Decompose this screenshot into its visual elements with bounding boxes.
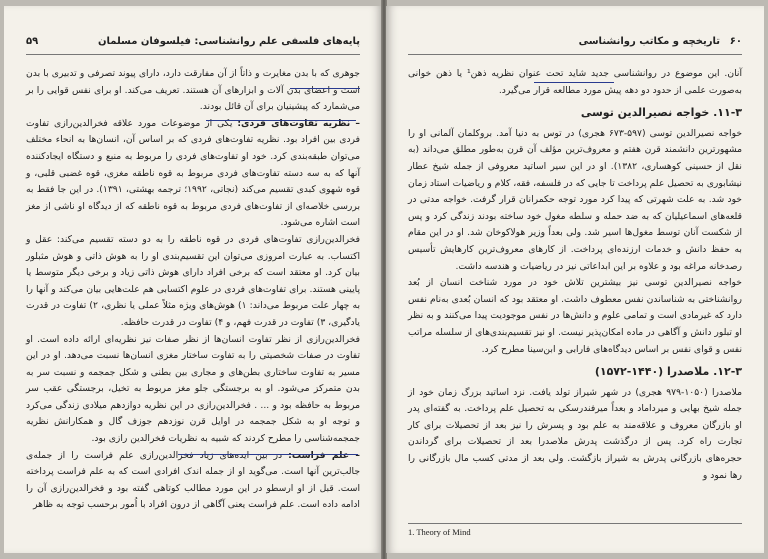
paragraph: جوهری که با بدن مغایرت و ذاتاً از آن مفارقت دارد، دارای پیوند تصرفی و تدبیری با بدن است و اعضای بدن آلات و ابزارهای آن هستند. تعریف می‌کند. او برای نفس قوایی را بر می‌شمارد که پیشینیان برای آن قائل بودند.	[26, 68, 360, 113]
right-page	[386, 6, 764, 553]
paragraph: خواجه نصیرالدین توسی (۵۹۷-۶۷۳ هجری) در توس به دنیا آمد. بروکلمان آلمانی او را مشهورترین دانشمند قرن هفتم و معروف‌ترین مؤلف آن قرن به‌طور مطلق می‌داند (به نقل از حسینی کوهساری، ۱۳۸۲). او در این سیر اساتید معروفی از جمله شیخ عطار نیشابوری به تحصیل علم پرداخت تا جایی که در فلسفه، فقه، کلام و ریاضیات استاد زمان خود شد. به علت شهرتی که پیدا کرد مورد توجه حکمرانان قرار گرفت. خواجه مدتی در قلعه‌های اسماعیلیان که به ضد حمله و سلطه مغول خود ساخته بودند زندگی کرد و پس از شکست آنان توسط مغول‌ها اسیر شد. ولی بعداً وزیر هولاکوخان شد. او در این مقام به حفظ دانش و خدمات ارزنده‌ای پرداخت. از کارهای معروف‌ترین کارهایش تأسیس رصدخانه مراغه بود و علاوه بر این ابداعاتی نیز در ریاضیات و هندسه داشت.	[408, 127, 742, 272]
paragraph: ملاصدرا (۱۰۵۰-۹۷۹ هجری) در شهر شیراز تولد یافت. نزد اساتید بزرگ زمان خود از جمله شیخ بهایی و میرداماد و بعداً میرفندرسکی به تحصیل علم پرداخت. به گفته‌ای پدر او بازرگان معروف و علاقه‌مند به علم بود و پسرش را نیز بعد از تحصیلات برای کار تجارت راه کرد. پس از درگذشت پدرش ملاصدرا بعد از تحصیلات برای گرداندن حجره‌های بازرگانی پدرش به شیراز بازگشت. ولی بعد از مدتی کسب مال بازرگانی را رها نمود و	[408, 386, 742, 481]
pen-underline	[206, 120, 356, 121]
paragraph	[26, 448, 360, 514]
paragraph-continued: در بین ایده‌های زیاد فخرالدین‌رازی علم فراست را از جمله‌ی جالب‌ترین آنها است. می‌گوید او از جمله اندک افرادی است که به علم فراست پرداخته است. قبل از او ارسطو در این مورد مطالب کوتاهی گفته بود و فخرالدین‌رازی آن را ادامه داده است. علم فراست یعنی آگاهی از درون افراد با اُمور برحسب توجه به ظاهر	[26, 449, 360, 511]
right-page-number: ۶۰	[729, 36, 742, 47]
subheading-rest: یکی از موضوعات مورد علاقه فخرالدین‌رازی تفاوت	[26, 117, 238, 129]
subheading-individual-differences: – نظریه تفاوت‌های فردی:	[237, 117, 361, 129]
pen-underline	[290, 88, 360, 89]
paragraph: خواجه نصیرالدین توسی نیز بیشترین تلاش خود در مورد شناخت انسان از بُعد روانشناختی به شناساندن نفس معطوف داشت. او معتقد بود که انسان بُعدی به‌نام نفس دارد که غیرمادی است و تمامی علوم و دانش‌ها در نفس موجودیت پیدا می‌کنند و به نظر او تبلور دانش و آگاهی در ماده امکان‌پذیر نیست. او نیز تقسیم‌بندی‌های از سلسله مراتب نفس و قوای نفس بر اساس دیدگاه‌های فارابی و ابن‌سینا مطرح کرد.	[408, 277, 742, 355]
right-running-header	[408, 36, 742, 55]
subheading-physiognomy: – علم فراست:	[288, 449, 360, 461]
paragraph	[26, 116, 360, 232]
left-header-title: پایه‌های فلسفی علم روانشناسی: فیلسوفان مسلمان	[97, 36, 360, 47]
pen-underline	[178, 454, 358, 455]
paragraph: فخرالدین‌رازی از نظر تفاوت انسان‌ها از نظر صفات نیز نظریه‌ای ارائه داده است. او تفاوت در صفات شخصیتی را به تفاوت ساختار مغزی انسان‌ها نسبت می‌دهد. او در این مسیر به تفاوت ساختاری بطن‌های و مجاری بین بطنی و شکل جمجمه و نسبت سر به بدن متمرکز می‌شود. او به برجستگی جلو مغز مربوط به تخیل، برجستگی عقب سر مربوط به حافظه بود و ... . فخرالدین‌رازی در این نظریه دوازدهم میلادی زندگی می‌کرد و توجه او به شکل جمجمه در اوایل قرن نوزدهم جوزف گال و همکارانش نظریه جمجمه‌شناسی را مطرح کردند که شبیه به نظریات فخرالدین رازی بود.	[26, 333, 360, 445]
footnote: 1. Theory of Mind	[408, 523, 742, 537]
section-title: ۱۲-۳. ملاصدرا (۱۴۴۰-۱۵۷۲)	[594, 365, 742, 379]
paragraph: آنان. این موضوع در روانشناسی جدید شاید تحت عنوان نظریه ذهن¹ یا ذهن خوانی به‌صورت علمی از حدود دو دهه پیش مورد مطالعه قرار می‌گیرد.	[408, 68, 742, 96]
right-header-title: تاریخچه و مکاتب روانشناسی	[578, 36, 720, 47]
left-body-text	[26, 66, 360, 514]
section-title: ۱۱-۳. خواجه نصیرالدین توسی	[580, 106, 742, 120]
paragraph: فخرالدین‌رازی تفاوت‌های فردی در قوه ناطقه را به دو دسته تقسیم می‌کند: عقل و اکتساب. به عبارت امروزی می‌توان این تقسیم‌بندی او را به هوش ذاتی و هوش مثبلور بیان کرد. او معتقد است که برخی افراد دارای هوش ذاتی زیاد و برخی دیگر متوسط یا پایینی هستند. برای تفاوت‌های فردی در علوم اکتسابی هم علت‌هایی بیان می‌کند و آنها را به چهار علت مربوط می‌داند: ۱) هوش‌های ویژه مثلاً عملی یا نظری، ۲) تفاوت در قدرت یادگیری، ۳) تفاوت در قدرت فهم، و ۴) تفاوت در قدرت حافظه.	[26, 233, 361, 328]
left-running-header	[26, 36, 360, 55]
left-page-number: ۵۹	[26, 36, 39, 47]
right-body-text	[408, 66, 742, 484]
left-page	[4, 6, 382, 553]
pen-underline	[534, 82, 614, 83]
paragraph-continued: فردی بین افراد بود. نظریه تفاوت‌های فردی که بر اساس آن، انسان‌ها به انحاء مختلف می‌توان طبقه‌بندی کرد. خود او تفاوت‌های فردی را مربوط به منبع و دستگاه ایجادکننده آنها که به سه دسته تفاوت‌های فردی مربوط به قوه ناطقه مغزی، قوه غضبی قلبی، و قوه شهوی کبدی تقسیم می‌کند (نجاتی، ۱۹۹۲؛ ترجمه بهشتی، ۱۳۹۱). در این جا فقط به بررسی خلاصه‌ای از تفاوت‌های فردی مربوط به قوه ناطقه که از دیدگاه او ناشی از مغز است اشاره می‌شود.	[26, 134, 360, 229]
